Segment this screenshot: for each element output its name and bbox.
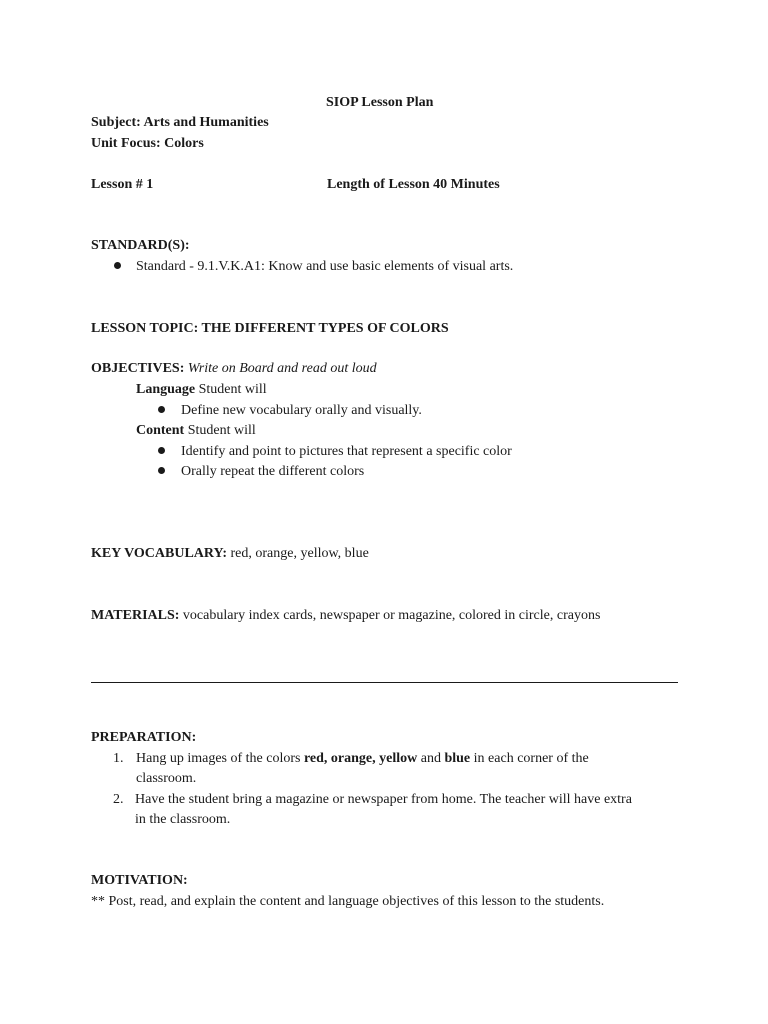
motivation-text: ** Post, read, and explain the content and language objectives of this lesson to the students. [91,894,605,909]
preparation-item-1 [136,749,589,769]
lesson-number: Lesson # 1 [91,177,154,192]
content-item: Identify and point to pictures that represent a specific color [181,444,512,459]
list-number: 2. [113,792,124,807]
preparation-heading: PREPARATION: [91,730,197,745]
bullet-icon [158,406,165,413]
materials-heading: MATERIALS: [91,608,180,623]
content-item: Orally repeat the different colors [181,464,365,479]
page-title: SIOP Lesson Plan [326,95,434,110]
subject-line: Subject: Arts and Humanities [91,115,269,130]
key-vocabulary-line [91,544,369,564]
unit-focus-line: Unit Focus: Colors [91,136,204,151]
content-objective-line [136,421,256,441]
language-item: Define new vocabulary orally and visually. [181,403,422,418]
language-objective-line [136,380,267,400]
standards-heading: STANDARD(S): [91,238,190,253]
materials-line [91,606,600,626]
preparation-colors: red, orange, yellow [303,751,418,766]
language-label: Language [136,382,196,397]
preparation-item-2: Have the student bring a magazine or newspaper from home. The teacher will have extra [135,792,632,807]
list-number: 1. [113,751,124,766]
materials-text: vocabulary index cards, newspaper or magazine, colored in circle, crayons [179,608,601,623]
horizontal-divider [91,682,678,683]
objectives-line [91,359,377,379]
preparation-text: in each corner of the [470,751,589,766]
preparation-text: Hang up images of the colors [136,751,304,766]
bullet-icon [158,467,165,474]
content-label: Content [136,423,185,438]
objectives-heading: OBJECTIVES: [91,361,185,376]
preparation-text: and [417,751,445,766]
language-text: Student will [195,382,267,397]
lesson-length: Length of Lesson 40 Minutes [327,177,500,192]
motivation-heading: MOTIVATION: [91,873,188,888]
standard-item: Standard - 9.1.V.K.A1: Know and use basic elements of visual arts. [136,259,514,274]
key-vocabulary-text: red, orange, yellow, blue [227,546,369,561]
bullet-icon [114,262,121,269]
key-vocabulary-heading: KEY VOCABULARY: [91,546,228,561]
preparation-item-1-cont: classroom. [136,771,197,786]
lesson-topic: LESSON TOPIC: THE DIFFERENT TYPES OF COLORS [91,321,449,336]
objectives-note: Write on Board and read out loud [187,361,377,376]
content-text: Student will [184,423,256,438]
preparation-color-blue: blue [444,751,471,766]
bullet-icon [158,447,165,454]
preparation-item-2-cont: in the classroom. [135,812,231,827]
